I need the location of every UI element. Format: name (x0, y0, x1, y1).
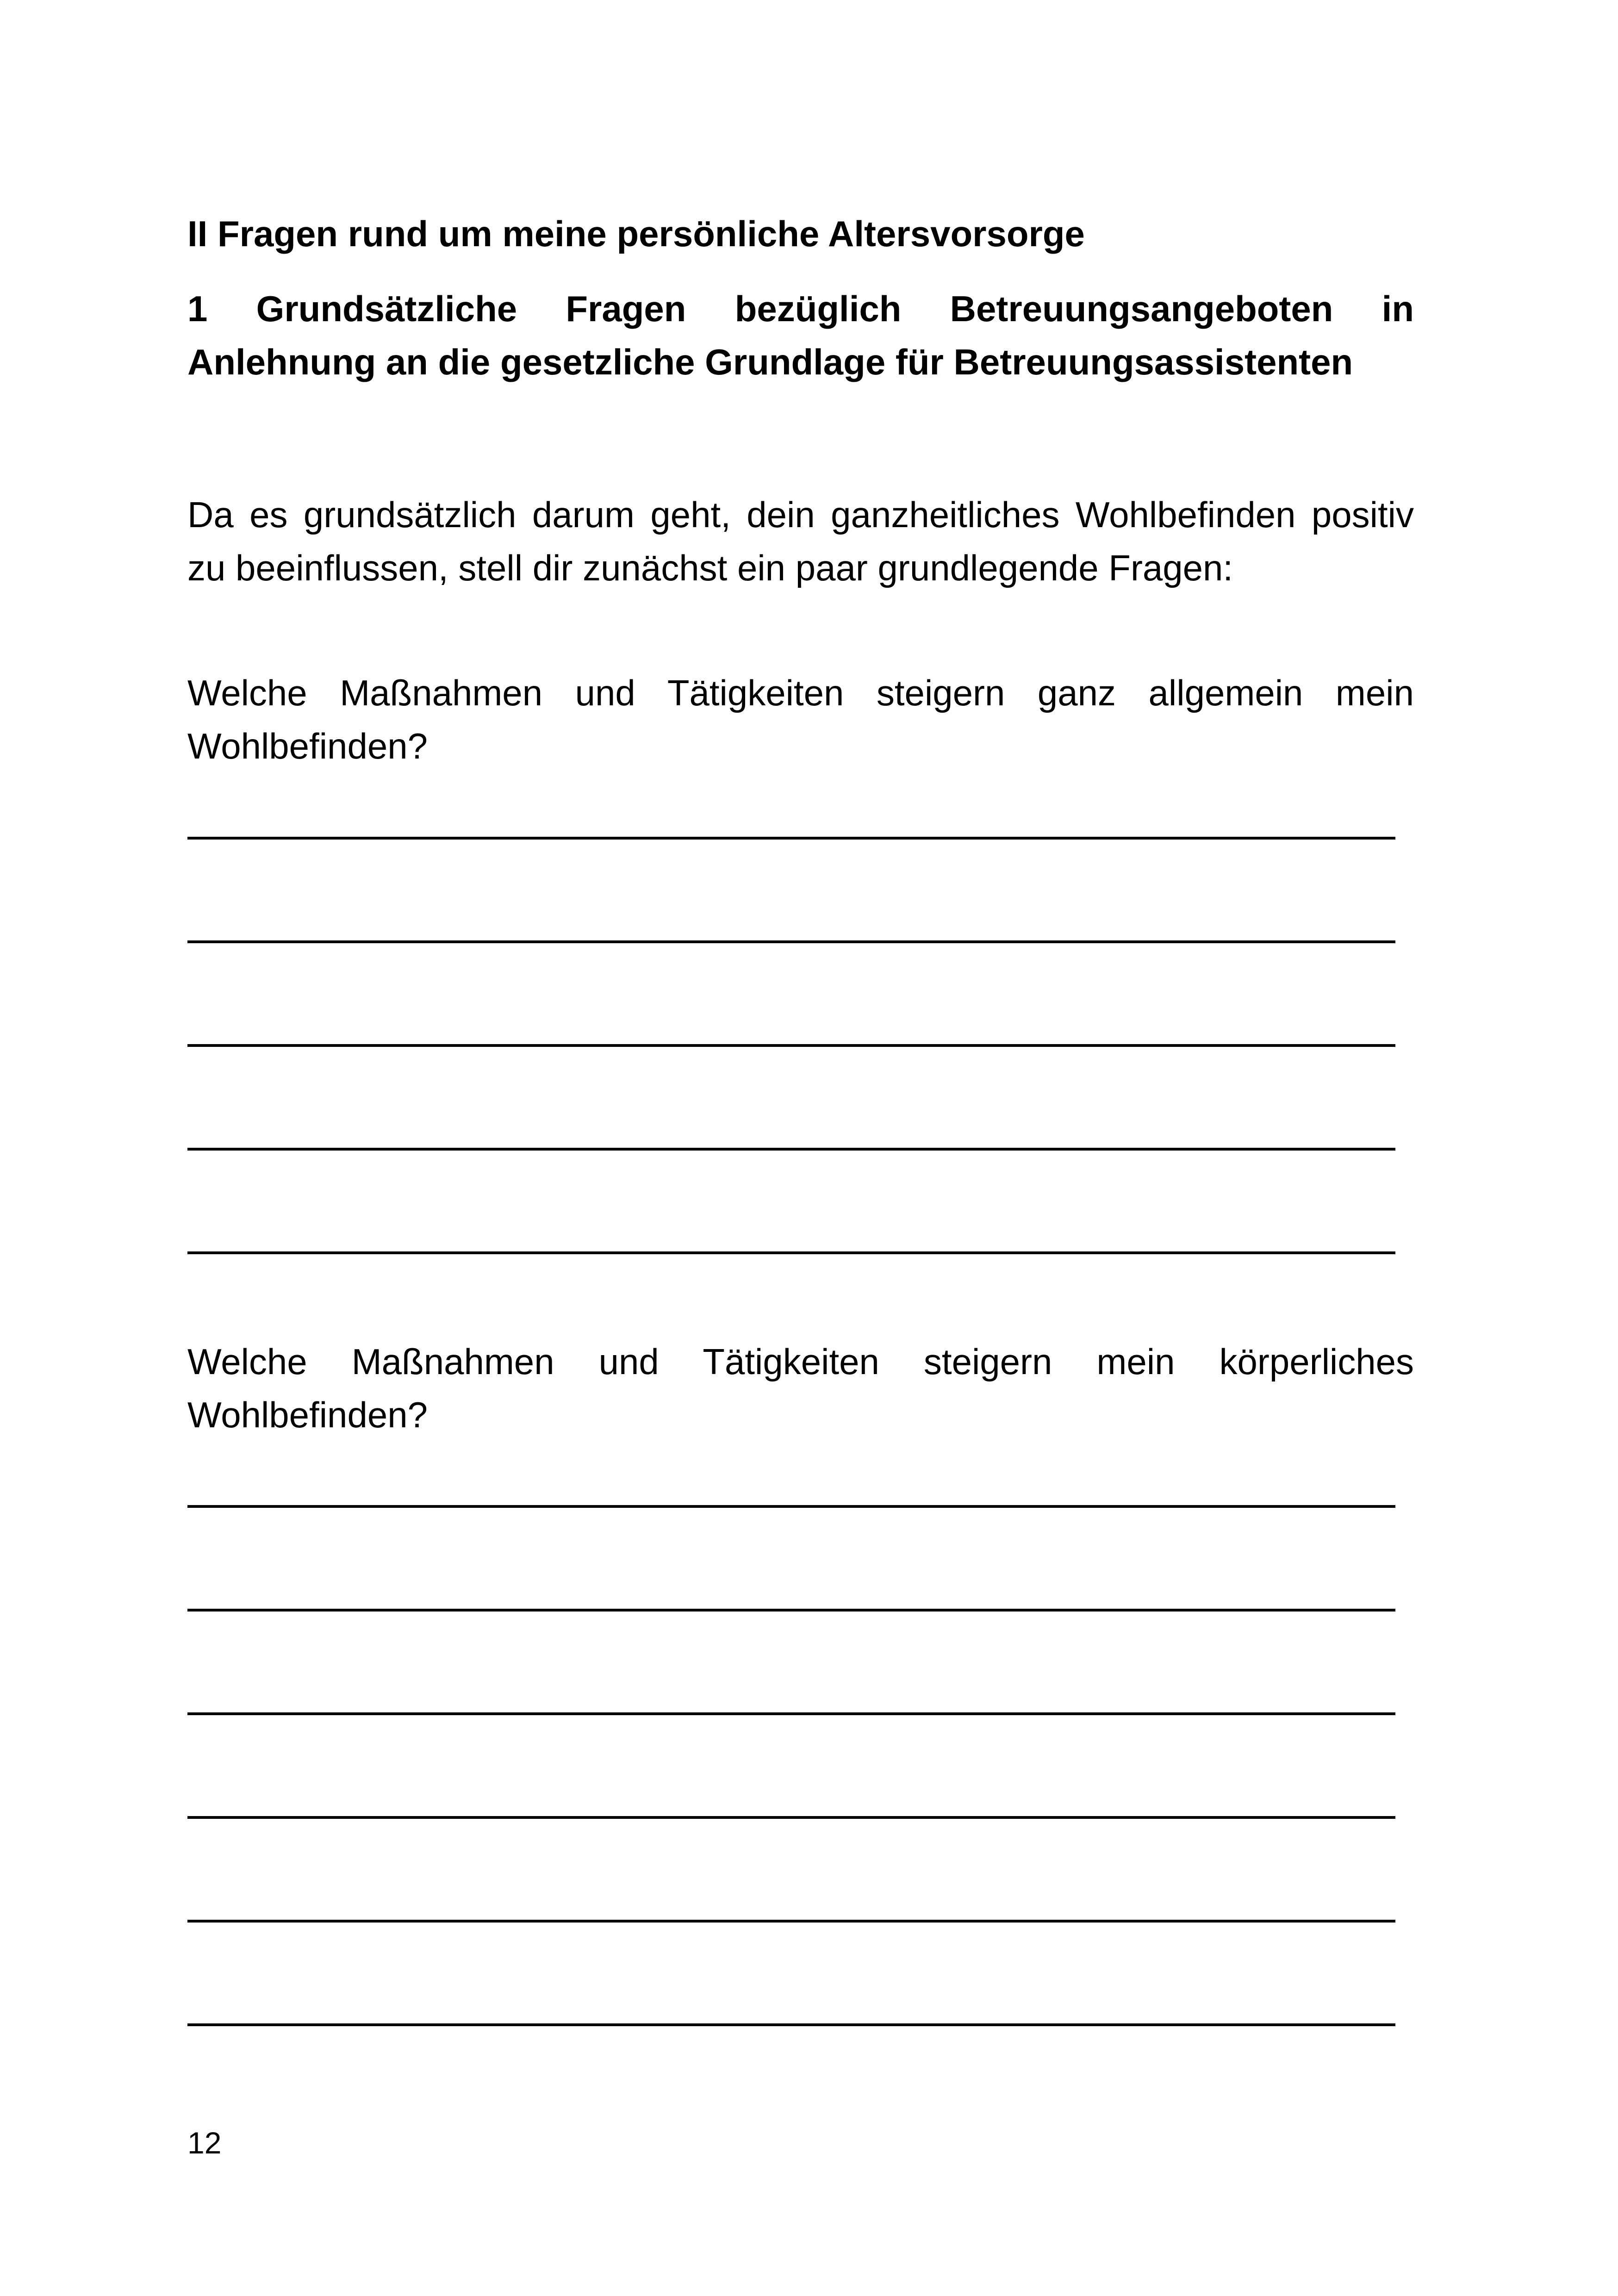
answer-line[interactable] (187, 837, 1395, 840)
answer-line[interactable] (187, 2023, 1395, 2026)
subsection-title: 1 Grundsätzliche Fragen bezüglich Betreuungsangeboten in Anlehnung an die gesetzliche Grundlage für Betreuungsassistenten (187, 288, 1414, 382)
answer-line[interactable] (187, 1920, 1395, 1923)
answer-line[interactable] (187, 1251, 1395, 1254)
answer-line[interactable] (187, 1609, 1395, 1612)
answer-line[interactable] (187, 1148, 1395, 1151)
answer-line[interactable] (187, 1044, 1395, 1047)
answer-line[interactable] (187, 1505, 1395, 1508)
page-number: 12 (187, 2126, 222, 2160)
question-physical-wellbeing: Welche Maßnahmen und Tätigkeiten steigern mein körperliches Wohlbefinden? (187, 1341, 1414, 1435)
answer-line[interactable] (187, 940, 1395, 943)
question-general-wellbeing: Welche Maßnahmen und Tätigkeiten steigern ganz allgemein mein Wohlbefinden? (187, 672, 1414, 766)
answer-line[interactable] (187, 1816, 1395, 1819)
answer-line[interactable] (187, 1712, 1395, 1715)
section-title: II Fragen rund um meine persönliche Altersvorsorge (187, 213, 1085, 254)
intro-paragraph: Da es grundsätzlich darum geht, dein ganzheitliches Wohlbefinden positiv zu beeinflussen, stell dir zunächst ein paar grundlegende Fragen: (187, 494, 1414, 588)
